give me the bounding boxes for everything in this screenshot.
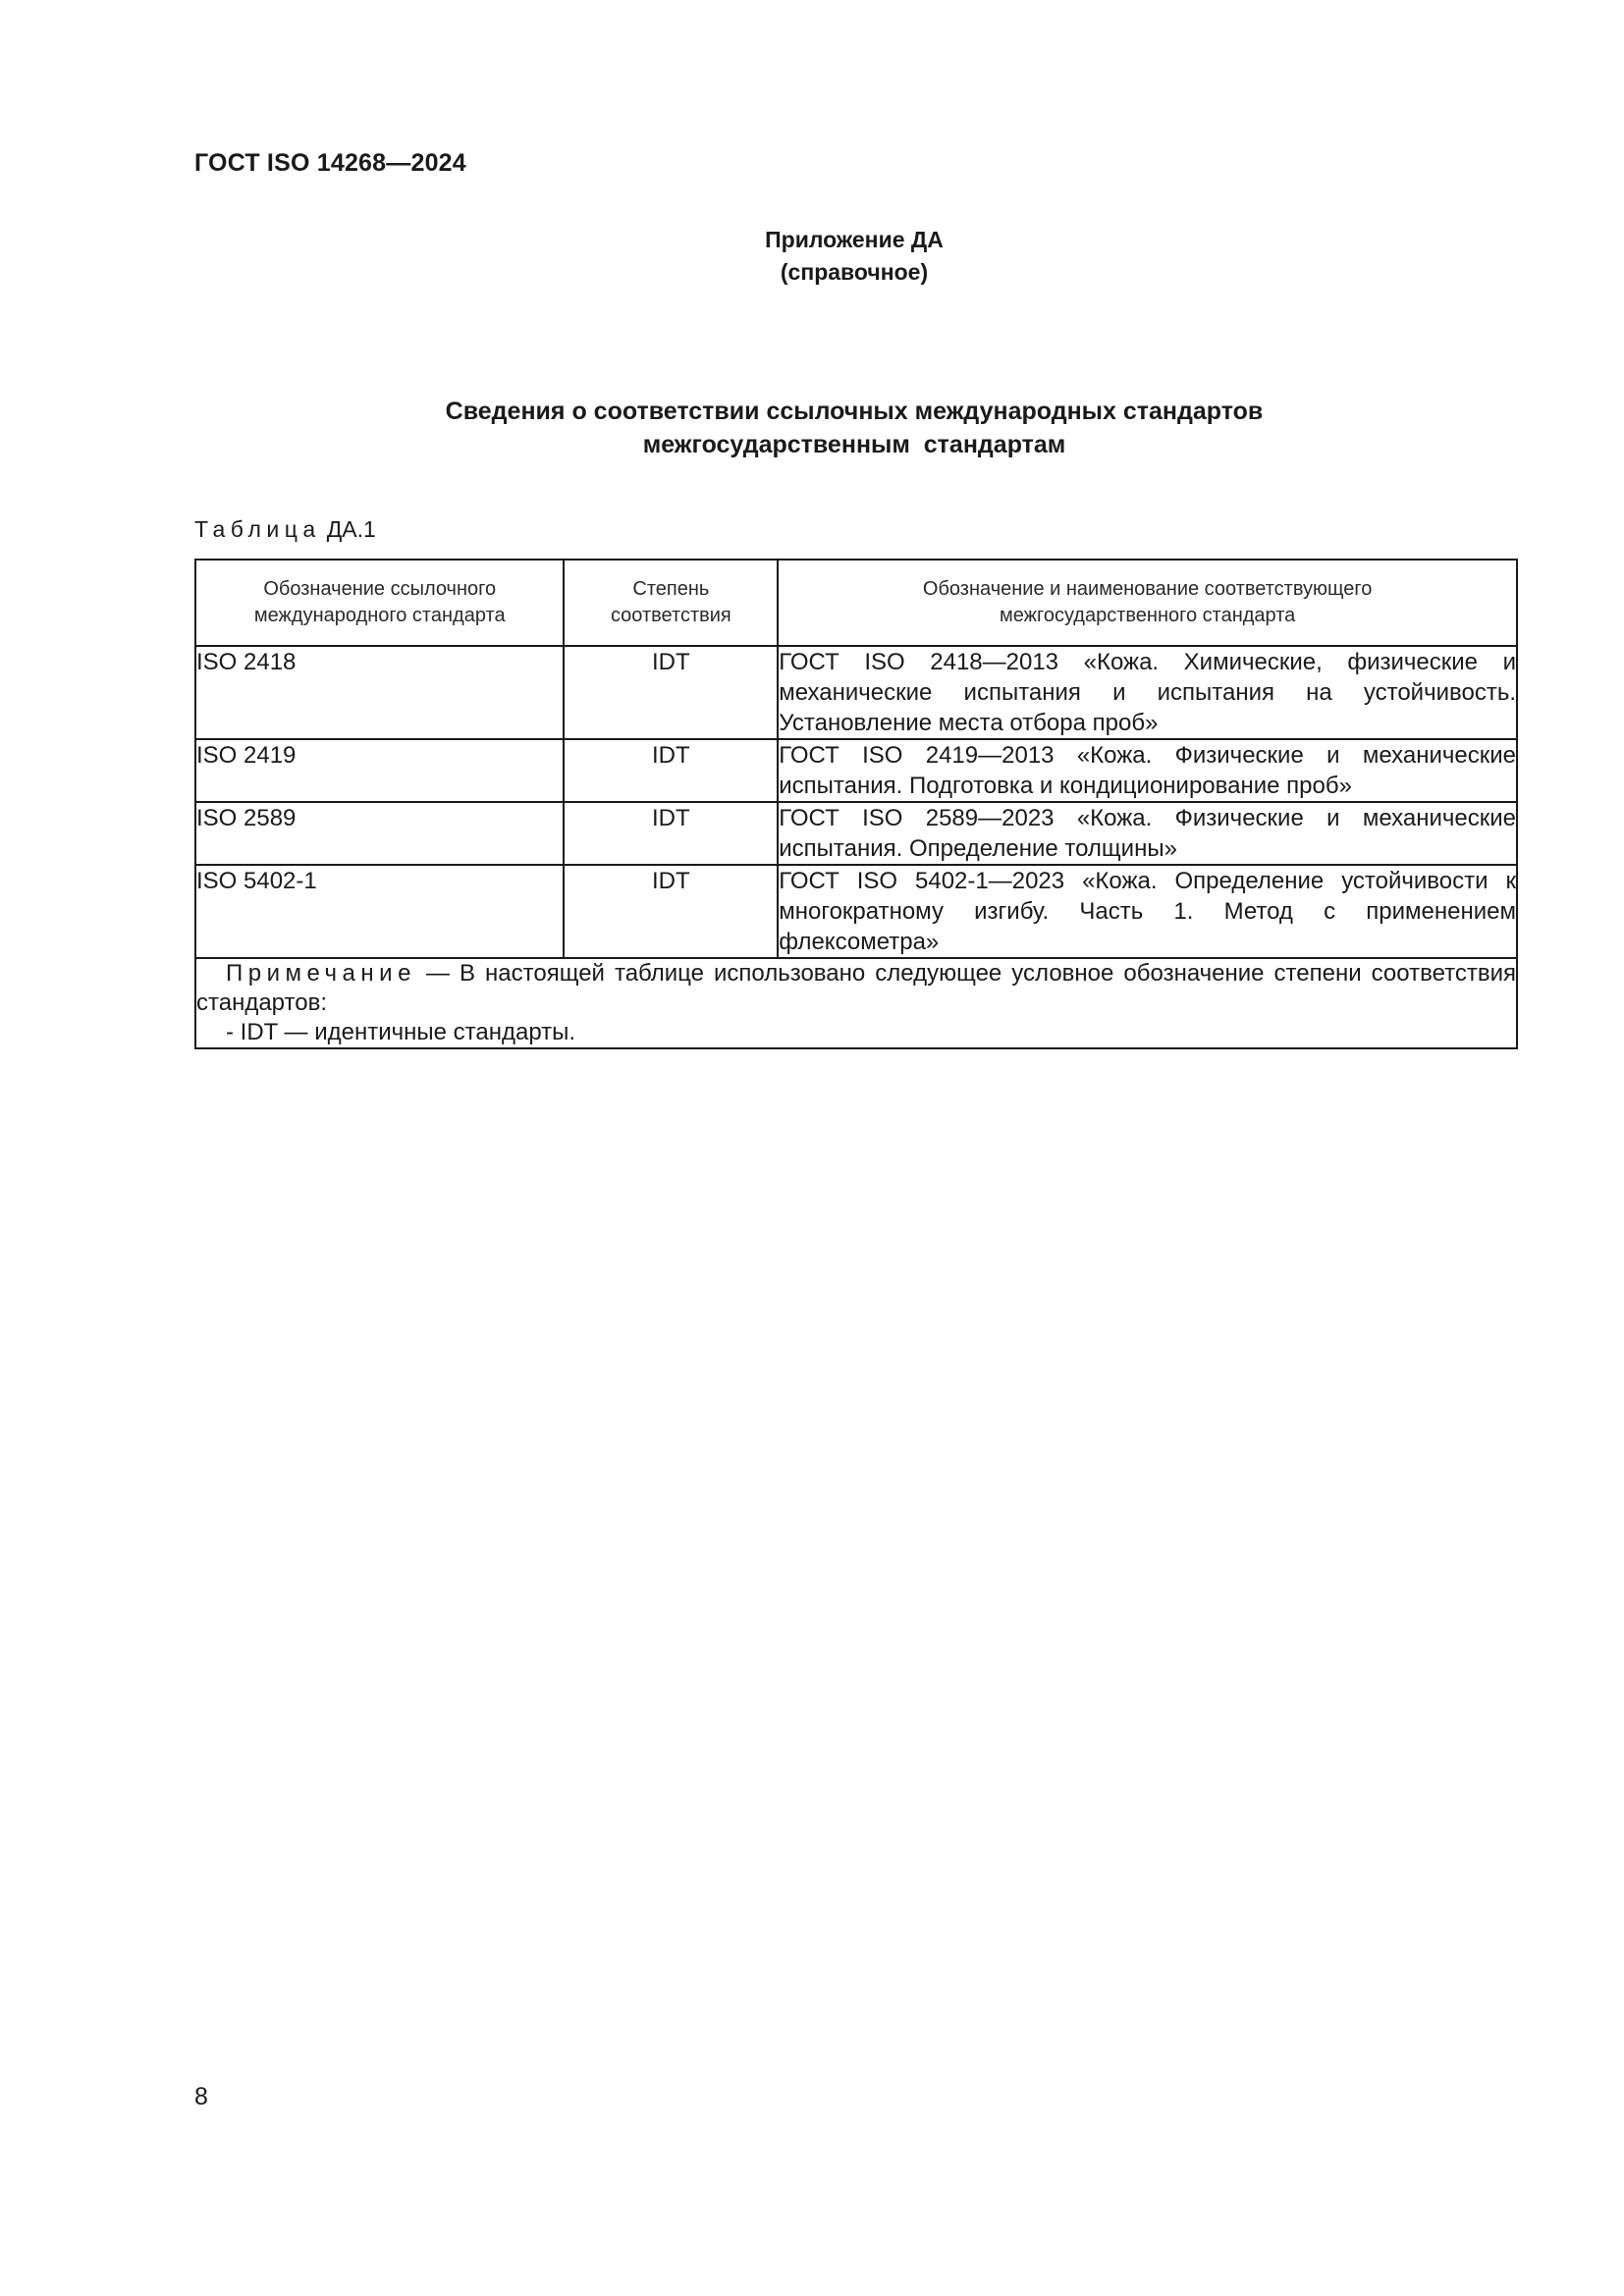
table-note — [195, 958, 1517, 1048]
table-caption — [194, 516, 376, 543]
table-note-row — [195, 958, 1517, 1048]
section-title — [0, 395, 1624, 461]
cell-reference: ISO 2418 — [195, 646, 564, 739]
cell-degree: IDT — [564, 739, 778, 802]
header-reference-line-2: международного стандарта — [253, 605, 506, 626]
header-interstate-line-1: Обозначение и наименование соответствующего — [922, 578, 1373, 600]
table-row — [195, 865, 1517, 958]
cell-standard-name: ГОСТ ISO 2589—2023 «Кожа. Физические и механические испытания. Определение толщины» — [778, 802, 1517, 865]
annex-title: Приложение ДА — [765, 227, 944, 252]
cell-degree: IDT — [564, 865, 778, 958]
cell-reference: ISO 2589 — [195, 802, 564, 865]
table-caption-number: ДА.1 — [326, 516, 376, 542]
cell-reference: ISO 5402-1 — [195, 865, 564, 958]
cell-reference: ISO 2419 — [195, 739, 564, 802]
table-caption-word: Таблица — [194, 516, 321, 542]
note-bullet: - IDT — идентичные стандарты. — [226, 1019, 576, 1045]
cell-standard-name: ГОСТ ISO 5402-1—2023 «Кожа. Определение устойчивости к многократному изгибу. Часть 1. Метод с применением флексометра» — [778, 865, 1517, 958]
annex-heading — [0, 224, 1624, 289]
cell-degree: IDT — [564, 802, 778, 865]
cell-standard-name: ГОСТ ISO 2418—2013 «Кожа. Химические, физические и механические испытания и испытания на устойчивость. Установление места отбора проб» — [778, 646, 1517, 739]
table-row — [195, 802, 1517, 865]
page-number: 8 — [194, 2083, 208, 2110]
table-header-row — [195, 560, 1517, 646]
header-reference-line-1: Обозначение ссылочного — [263, 578, 497, 600]
table-row — [195, 739, 1517, 802]
annex-subtitle: (справочное) — [780, 259, 929, 285]
correspondence-table — [194, 559, 1518, 1049]
table-row — [195, 646, 1517, 739]
note-label: Примечание — [226, 960, 416, 987]
header-interstate-line-2: межгосударственного стандарта — [999, 605, 1296, 626]
section-title-line-1: Сведения о соответствии ссылочных международных стандартов — [445, 398, 1264, 425]
note-text: — В настоящей таблице использовано следующее условное обозначение степени соответствия стандартов: — [196, 960, 1516, 1016]
header-degree — [564, 560, 778, 646]
cell-degree: IDT — [564, 646, 778, 739]
cell-standard-name: ГОСТ ISO 2419—2013 «Кожа. Физические и механические испытания. Подготовка и кондиционирование проб» — [778, 739, 1517, 802]
header-reference-standard — [195, 560, 564, 646]
header-degree-line-2: соответствия — [610, 605, 731, 626]
header-degree-line-1: Степень — [632, 578, 710, 600]
section-title-line-2: межгосударственным стандартам — [642, 431, 1066, 458]
document-code: ГОСТ ISO 14268—2024 — [194, 149, 466, 177]
header-interstate-standard — [778, 560, 1517, 646]
